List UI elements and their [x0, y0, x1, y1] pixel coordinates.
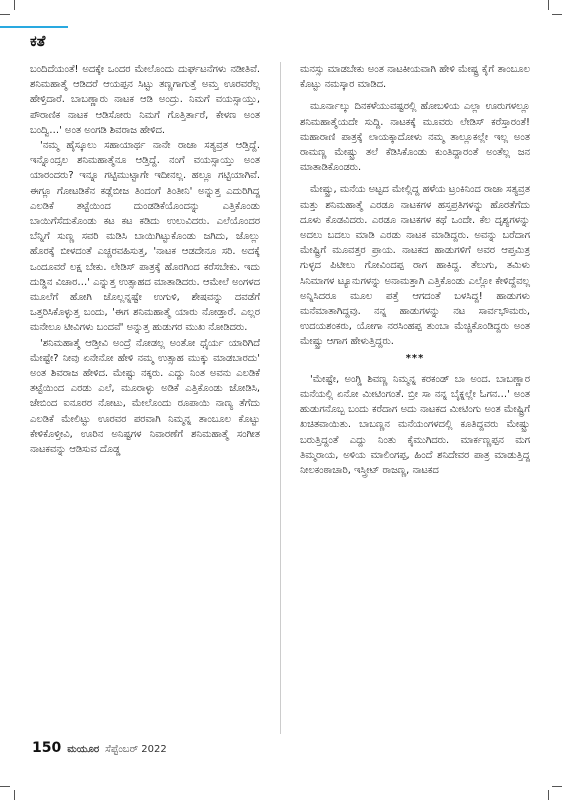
paragraph: ಮನಸ್ಸು ಮಾಡಬೇಕು ಅಂತ ನಾಟಕೀಯವಾಗಿ ಹೇಳಿ ಮೇಷ್ಟ್ರ ಕೈಗೆ ತಾಂಬೂಲ ಕೊಟ್ಟು ನಮಸ್ಕಾರ ಮಾಡಿದ. [300, 64, 530, 91]
issue-date: ಸೆಪ್ಟೆಂಬರ್ 2022 [105, 744, 167, 755]
page-number: 150 [32, 740, 62, 756]
crop-mark [552, 786, 562, 787]
crop-mark [548, 0, 549, 10]
crop-mark [552, 14, 562, 15]
right-column [300, 62, 530, 478]
crop-mark [0, 786, 10, 787]
column-divider [280, 62, 281, 734]
left-column [30, 62, 260, 457]
page-footer [32, 740, 167, 756]
paragraph: ಮೇಷ್ಟ್ರು, ಮನೆಯ ಅಟ್ಟದ ಮೇಲ್ಲಿದ್ದ ಹಳೆಯ ಟ್ರಂಕಿನಿಂದ ರಾಜಾ ಸತ್ಯವ್ರತ ಮತ್ತು ಶನಿಮಹಾತ್ಮೆ ಎರಡೂ ನಾಟಕಗಳ ಹಸ್ತಪ್ರತಿಗಳನ್ನು ಹೊರತೆಗೆದು ದೂಳು ಕೊಡವಿದರು. ಎರಡೂ ನಾಟಕಗಳ ಕಥೆ ಒಂದೇ. ಕೆಲ ದೃಶ್ಯಗಳನ್ನು ಅದಲು ಬದಲು ಮಾಡಿ ಎರಡು ನಾಟಕ ಮಾಡಿದ್ದರು. ಅವನ್ನು ಬರೆದಾಗ ಮೇಷ್ಟ್ರಿಗೆ ಮೂವತ್ತರ ಪ್ರಾಯ. ನಾಟಕದ ಹಾಡುಗಳಿಗೆ ಅವರ ಆಪ್ತಮಿತ್ರ ಗುಳ್ಳದ ಪಿಟೀಲು ಗೋವಿಂದಪ್ಪ ರಾಗ ಹಾಕಿದ್ದ. ತೆಲುಗು, ತಮಿಳು ಸಿನಿಮಾಗಳ ಟ್ಯೂನುಗಳನ್ನು ಅನಾಮತ್ತಾಗಿ ಎತ್ತಿಕೊಂಡು ಎಲ್ಲೋ ಕೇಳಿದ್ದೆವಲ್ಲ ಅನ್ನಿಸಿದರೂ ಮೂಲ ಪತ್ತೆ ಆಗದಂತೆ ಬಳಸಿದ್ದ! ಹಾಡುಗಳು ಮನೆಮಾತಾಗಿದ್ದವು. ನನ್ನ ಹಾಡುಗಳನ್ನು ನಟ ಸಾರ್ವಭೌಮರು, ಉದಯಶಂಕರು, ಯೋಗಾ ನರಸಿಂಹಪ್ಪ ತುಂಬಾ ಮೆಚ್ಚಿಕೊಂಡಿದ್ದರು ಅಂತ ಮೇಷ್ಟ್ರು ಆಗಾಗ ಹೇಳುತ್ತಿದ್ದರು. [300, 184, 530, 348]
paragraph: 'ನಮ್ಮ ಹೈಸ್ಕೂಲು ಸಹಾಯಾರ್ಥ ನಾನೇ ರಾಜಾ ಸತ್ಯವ್ರತ ಆಡ್ತಿದ್ದೆ. ಇನ್ನೊಂದ್ಸಲ ಶನಿಮಹಾತ್ಮೆನೂ ಆಡ್ತಿದ್ದೆ. ನಂಗೆ ವಯಸ್ಸಾಯ್ತು ಅಂತ ಯಾರಂದರು? ಇನ್ನೂ ಗಟ್ಟಿಮುಟ್ಟಾಗೇ ಇದೀನಲ್ಲ. ಹಲ್ಲೂ ಗಟ್ಟಿಯಾಗಿವೆ. ಈಗ್ಲೂ ಗೋಟಡಿಕೆನ ಕಡ್ಲೆಬೀಜ ತಿಂದಂಗೆ ತಿಂತೀನಿ' ಅನ್ನುತ್ತ ಎದುರಿಗಿದ್ದ ಎಲಡಿಕೆ ತಟ್ಟೆಯಿಂದ ದುಂಡಡಿಕೆಯೊಂದನ್ನು ಎತ್ತಿಕೊಂಡು ಬಾಯಿಗೆಸೆದುಕೊಂಡು ಕಟ ಕಟ ಕಡಿದು ಉಲುವಿದರು. ಎಲೆಯೊಂದರ ಬೆನ್ನಿಗೆ ಸುಣ್ಣ ಸವರಿ ಮಡಿಸಿ ಬಾಯಿಗಿಟ್ಟುಕೊಂಡು ಜಗಿದು, ಜೊಲ್ಲು ಹೊರಕ್ಕೆ ಬೀಳದಂತೆ ಎಚ್ಚರವಹಿಸುತ್ತ, 'ನಾಟಕ ಆಡದೇನೂ ಸರಿ. ಅದಕ್ಕೆ ಒಂದೂವರೆ ಲಕ್ಷ ಬೇಕು. ಲೇಡಿಸ್ ಪಾತ್ರಕ್ಕೆ ಹೊರಗಿಂದ ಕರೆಸಬೇಕು. ಇದು ದುಡ್ಡಿನ ವಿಚಾರ…' ಎನ್ನುತ್ತ ಉತ್ಸಾಹದ ಮಾತಾಡಿದರು. ಆಮೇಲೆ ಅಂಗಳದ ಮೂಲೆಗೆ ಹೋಗಿ ಜೊಲ್ಲನ್ನಷ್ಟೇ ಉಗುಳಿ, ಶೇಷವನ್ನು ದವಡೆಗೆ ಒತ್ತರಿಸಿಕೊಳ್ಳುತ್ತ ಬಂದು, 'ಈಗ ಶನಿಮಹಾತ್ಮೆ ಯಾರು ನೋಡ್ತಾರೆ. ಎಲ್ಲರ ಮನೇಲೂ ಟೀವಿಗಳು ಬಂದವೆ' ಅನ್ನುತ್ತ ಹುಡುಗರ ಮುಖ ನೋಡಿದರು. [30, 140, 260, 334]
crop-mark [0, 14, 10, 15]
paragraph: 'ಶನಿಮಹಾತ್ಮೆ ಆಡ್ತೀವಿ ಅಂದ್ರೆ ನೋಡಲ್ಲ ಅಂತೋ ಧೈರ್ಯ ಯಾರಿಗಿದೆ ಮೇಷ್ಟೇ? ನೀವು ಏನೇನೋ ಹೇಳಿ ನಮ್ಮ ಉತ್ಸಾಹ ಮುಕ್ಕು ಮಾಡಬಾರದು' ಅಂತ ಶಿವರಾಜ ಹೇಳಿದ. ಮೇಷ್ಟು ನಕ್ಕರು. ಎದ್ದು ನಿಂತ ಅವನು ಎಲಡಿಕೆ ತಟ್ಟೆಯಿಂದ ಎರಡು ಎಲೆ, ಮೂರಾಳ್ಳು ಅಡಿಕೆ ಎತ್ತಿಕೊಂಡು ಜೋಡಿಸಿ, ಜೇಬಿಂದ ಐನೂರರ ನೋಟು, ಮೇಲೊಂದು ರೂಪಾಯಿ ನಾಣ್ಯ ತೆಗೆದು ಎಲಡಿಕೆ ಮೇಲಿಟ್ಟು ಊರವರ ಪರವಾಗಿ ನಿಮ್ಮನ್ನ ತಾಂಬೂಲ ಕೊಟ್ಟು ಕೇಳಿಕೊಳ್ತೀವಿ, ಊರಿನ ಅನಿಷ್ಟಗಳ ನಿವಾರಣೆಗೆ ಶನಿಮಹಾತ್ಮೆ ಸಂಗೀತ ನಾಟಕವನ್ನು ಆಡಿಸುವ ದೊಡ್ಡ [30, 337, 260, 456]
paragraph: ಮೂರ್ನಾಲ್ಕು ದಿನಕಳೆಯುವಷ್ಟರಲ್ಲಿ ಹೋಬಳಿಯ ಎಲ್ಲಾ ಊರುಗಳಲ್ಲೂ ಶನಿಮಹಾತ್ಮೆಯದೇ ಸುದ್ದಿ. ನಾಟಕಕ್ಕೆ ಮೂವರು ಲೇಡಿಸ್ ಕರೆಸ್ತಾರಂತೆ! ಮಹಾರಾಣಿ ಪಾತ್ರಕ್ಕೆ ಲಾಯಕ್ಕಾದೋಳು ನಮ್ಮ ತಾಲ್ಲೂಕಲ್ಲೇ ಇಲ್ಲ ಅಂತ ರಾಮಣ್ಣ ಮೇಷ್ಟ್ರು ತಲೆ ಕೆಡಿಸಿಕೊಂಡು ಕುಂತಿದ್ದಾರಂತೆ ಅಂತೆಲ್ಲ ಜನ ಮಾತಾಡಿಕೊಂಡರು. [300, 101, 530, 174]
paragraph: 'ಮೇಷ್ಟೇ, ಅಂಗ್ಡಿ ಶಿವಣ್ಣ ನಿಮ್ಮನ್ನ ಕರಕಂಡ್ ಬಾ ಅಂದ. ಬಾಬಣ್ಣಾರ ಮನೆಯಲ್ಲಿ ಏನೋ ಮೀಟಿಂಗಂತೆ. ಬ್ರೀ ಸಾ ನನ್ನ ಬೈಕ್ನಲ್ಲೇ ಓಗನ…' ಅಂತ ಹುಡುಗನೊಬ್ಬ ಬಂದು ಕರೆದಾಗ ಅದು ನಾಟಕದ ಮೀಟಿಂಗು ಅಂತ ಮೇಷ್ಟ್ರಿಗೆ ಖಚಿತವಾಯಿತು. ಬಾಬಣ್ಣನ ಮನೆಯಂಗಳದಲ್ಲಿ ಕೂತಿದ್ದವರು ಮೇಷ್ಟ್ರು ಬರುತ್ತಿದ್ದಂತೆ ಎದ್ದು ನಿಂತು ಕೈಮುಗಿದರು. ಮಾರ್ಕಣ್ಣಪ್ಪನ ಮಗ ತಿಮ್ಮರಾಯ, ಅಳಿಯ ಮಾಲಿಂಗಪ್ಪ, ಹಿಂದೆ ಶನಿದೇವರ ಪಾತ್ರ ಮಾಡುತ್ತಿದ್ದ ನೀಲಕಂಠಾಚಾರಿ, ಇಸ್ತ್ರೀಟ್ ರಾಜಣ್ಣ, ನಾಟಕದ [300, 373, 530, 477]
crop-mark [14, 0, 15, 10]
magazine-name: ಮಯೂರ [67, 744, 100, 755]
section-accent-rule [0, 26, 68, 28]
section-break: *** [405, 352, 425, 364]
section-title: ಕತೆ [30, 32, 46, 50]
crop-mark [548, 790, 549, 800]
paragraph: ಬಂದಿದೆಯಂತೆ! ಅದಕ್ಕೇ ಒಂದರ ಮೇಲೊಂದು ದುರ್ಘಟನೆಗಳು ನಡೀತಿವೆ. ಶನಿಮಹಾತ್ಮೆ ಆಡಿದರೆ ಆಯಪ್ಪನ ಸಿಟ್ಟು ತಣ್ಣಗಾಗುತ್ತೆ ಅಮ್ತ ಊರವರೆಲ್ಲ ಹೇಳ್ತಿದಾರೆ. ಬಾಬಣ್ಣಾರು ನಾಟಕ ಆಡಿ ಅಂದ್ರು. ನಿಮಗೆ ವಯಸ್ಸಾಯ್ತು, ಪೌರಾಣಿಕ ನಾಟಕ ಆಡಿಸೋರು ನಿಮಗೆ ಗೊತ್ತಿರ್ತಾರೆ, ಕೇಳಣ ಅಂತ ಬಂದ್ವಿ…' ಅಂತ ಅಂಗಡಿ ಶಿವರಾಜ ಹೇಳಿದ. [30, 64, 260, 136]
crop-mark [14, 790, 15, 800]
